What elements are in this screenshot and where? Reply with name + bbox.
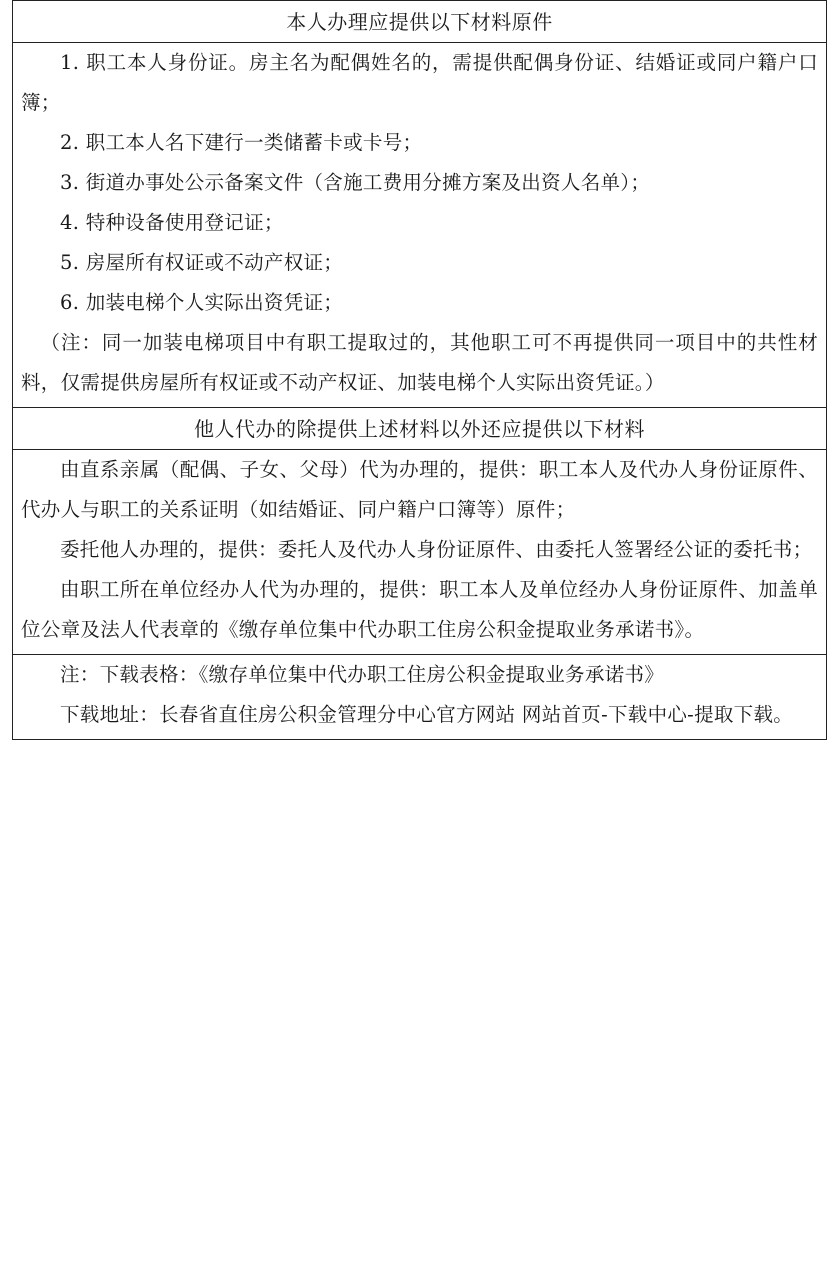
proxy-paragraph: 由直系亲属（配偶、子女、父母）代为办理的，提供：职工本人及代办人身份证原件、代办人与职工的关系证明（如结婚证、同户籍户口簿等）原件； — [21, 458, 818, 521]
section-heading-self — [13, 0, 826, 42]
section-body-download — [13, 654, 826, 739]
list-item: 2. 职工本人名下建行一类储蓄卡或卡号； — [60, 131, 423, 154]
section-heading-self-text: 本人办理应提供以下材料原件 — [286, 10, 553, 34]
list-item: 1. 职工本人身份证。房主名为配偶姓名的，需提供配偶身份证、结婚证或同户籍户口簿； — [21, 51, 818, 114]
list-item: 4. 特种设备使用登记证； — [60, 211, 284, 234]
section-body-proxy — [13, 449, 826, 654]
materials-table — [12, 0, 827, 740]
download-location: 下载地址：长春省直住房公积金管理分中心官方网站 网站首页-下载中心-提取下载。 — [60, 703, 794, 726]
download-note: 注：下载表格：《缴存单位集中代办职工住房公积金提取业务承诺书》 — [60, 663, 665, 686]
list-item: 3. 街道办事处公示备案文件（含施工费用分摊方案及出资人名单）； — [60, 171, 651, 194]
note-paragraph: （注：同一加装电梯项目中有职工提取过的，其他职工可不再提供同一项目中的共性材料，仅需提供房屋所有权证或不动产权证、加装电梯个人实际出资凭证。） — [21, 331, 818, 394]
list-item: 6. 加装电梯个人实际出资凭证； — [60, 291, 344, 314]
section-body-self — [13, 42, 826, 407]
section-heading-proxy-text: 他人代办的除提供上述材料以外还应提供以下材料 — [194, 417, 645, 441]
proxy-paragraph: 由职工所在单位经办人代为办理的，提供：职工本人及单位经办人身份证原件、加盖单位公章及法人代表章的《缴存单位集中代办职工住房公积金提取业务承诺书》。 — [21, 578, 818, 641]
list-item: 5. 房屋所有权证或不动产权证； — [60, 251, 344, 274]
section-heading-proxy — [13, 407, 826, 449]
proxy-paragraph: 委托他人办理的，提供：委托人及代办人身份证原件、由委托人签署经公证的委托书； — [60, 538, 813, 561]
